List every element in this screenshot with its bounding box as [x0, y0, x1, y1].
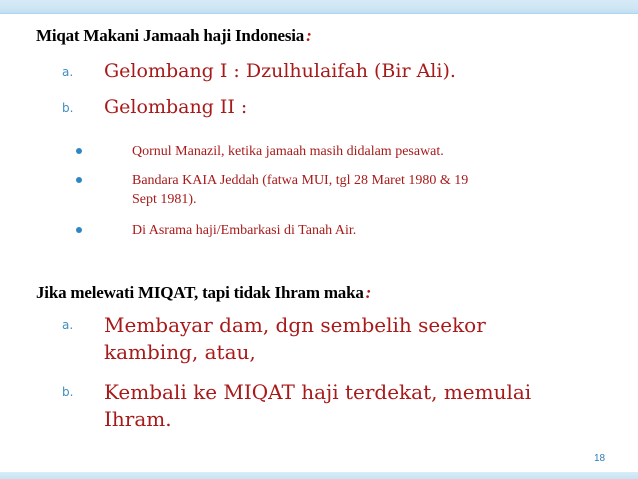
- heading-colon: :: [365, 283, 372, 302]
- text-line: Bandara KAIA Jeddah (fatwa MUI, tgl 28 Maret 1980 & 19: [132, 173, 469, 188]
- section-heading-melewati-miqat: [36, 283, 371, 303]
- text-line: Qornul Manazil, ketika jamaah masih didalam pesawat.: [132, 144, 444, 159]
- page-number: 18: [594, 453, 606, 464]
- text-line: Kembali ke MIQAT haji terdekat, memulai: [104, 380, 532, 404]
- list-marker: a.: [62, 318, 74, 332]
- text-line: Di Asrama haji/Embarkasi di Tanah Air.: [132, 223, 357, 238]
- list-item-text: [104, 312, 486, 366]
- sub-list-item-text: [132, 142, 444, 161]
- heading-text: Miqat Makani Jamaah haji Indonesia: [36, 26, 305, 45]
- list-marker: a.: [62, 65, 74, 79]
- list-marker: b.: [62, 385, 74, 399]
- list-item-text: Gelombang II :: [104, 96, 248, 118]
- list-marker: b.: [62, 101, 74, 115]
- text-line: kambing, atau,: [104, 340, 256, 364]
- sub-list-item-text: [132, 221, 356, 240]
- sub-list-item-text: [132, 171, 468, 209]
- bullet-dot-icon: [76, 177, 82, 183]
- bottom-decorative-bar: [0, 472, 638, 479]
- heading-colon: :: [306, 26, 312, 45]
- top-decorative-bar: [0, 0, 638, 14]
- section-heading-miqat-makani: [36, 26, 312, 46]
- text-line: Membayar dam, dgn sembelih seekor: [104, 313, 486, 337]
- text-line: Ihram.: [104, 407, 172, 431]
- heading-text: Jika melewati MIQAT, tapi tidak Ihram maka: [36, 283, 364, 302]
- list-item-text: [104, 379, 531, 433]
- bullet-dot-icon: [76, 148, 82, 154]
- bullet-dot-icon: [76, 227, 82, 233]
- list-item-text: Gelombang I : Dzulhulaifah (Bir Ali).: [104, 60, 456, 82]
- text-line: Sept 1981).: [132, 192, 197, 207]
